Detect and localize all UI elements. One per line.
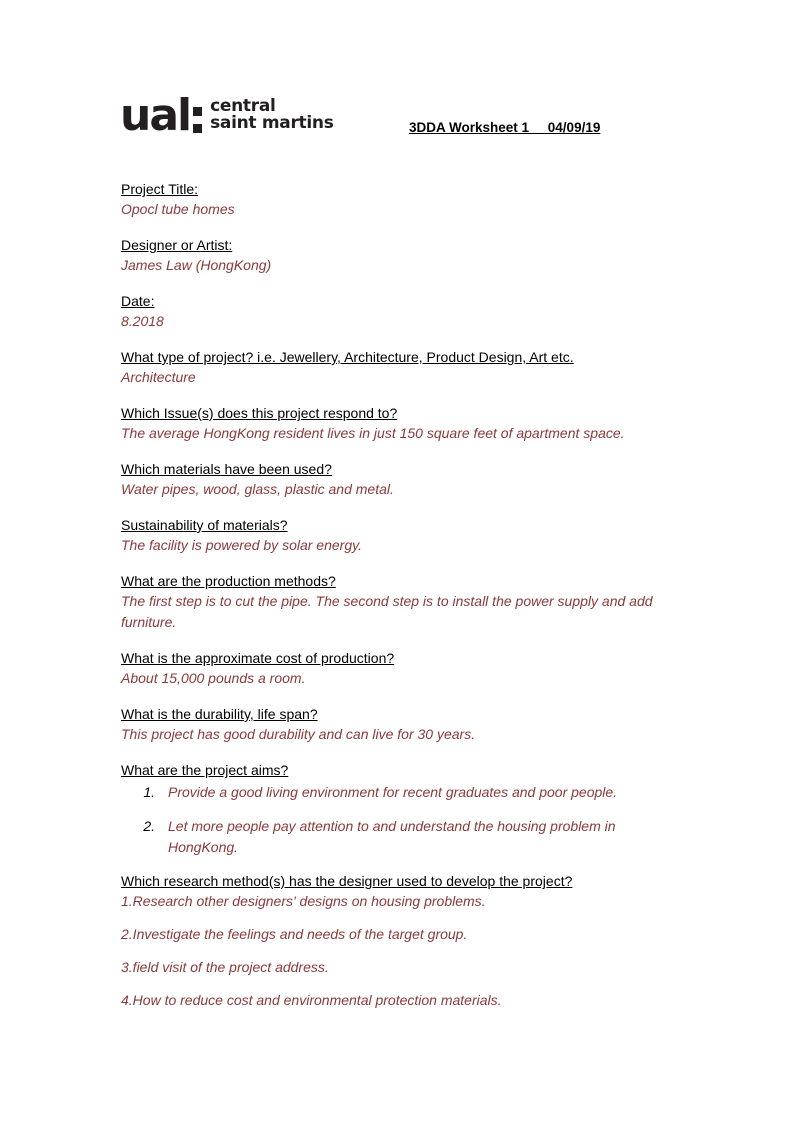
logo-wordmark [210,98,333,132]
aims-list [121,782,681,858]
answer: The facility is powered by solar energy. [121,537,362,553]
question: What are the project aims? [121,762,289,778]
research-item: 4.How to reduce cost and environmental protection materials. [121,992,502,1008]
logo-line-1: central [210,96,276,116]
question: Sustainability of materials? [121,517,288,533]
field-project-type [121,347,681,388]
field-research [121,871,681,1011]
question: Date: [121,293,155,309]
question: What is the durability, life span? [121,706,318,722]
worksheet-title: 3DDA Worksheet 1 04/09/19 [409,120,601,135]
question: Which research method(s) has the designer used to develop the project? [121,873,573,889]
field-project-title [121,179,681,220]
field-durability [121,704,681,745]
answer: 8.2018 [121,313,164,329]
research-item: 3.field visit of the project address. [121,959,329,975]
answer: James Law (HongKong) [121,257,272,273]
answer: The first step is to cut the pipe. The second step is to install the power supply and add furniture. [121,593,653,630]
field-production-methods [121,571,681,633]
list-text: Let more people pay attention to and understand the housing problem in HongKong. [168,818,616,855]
answer: Water pipes, wood, glass, plastic and metal. [121,481,394,497]
logo-ual-text: ual [120,90,191,141]
logo-line-2: saint martins [210,113,334,133]
answer: This project has good durability and can live for 30 years. [121,726,476,742]
research-item: 1.Research other designers' designs on housing problems. [121,893,486,909]
field-designer [121,235,681,276]
field-materials [121,459,681,500]
ual-logo [120,90,334,141]
field-issues [121,403,681,444]
question: What is the approximate cost of production? [121,650,395,666]
answer: The average HongKong resident lives in just 150 square feet of apartment space. [121,425,625,441]
worksheet-body [121,179,681,1026]
field-date [121,291,681,332]
question: Designer or Artist: [121,237,233,253]
question: What type of project? i.e. Jewellery, Architecture, Product Design, Art etc. [121,349,574,365]
question: Which materials have been used? [121,461,332,477]
list-number: 2. [143,818,155,834]
answer: Architecture [121,369,196,385]
list-number: 1. [143,784,155,800]
field-cost [121,648,681,689]
logo-colon-icon [193,107,202,133]
field-sustainability [121,515,681,556]
field-aims [121,760,681,858]
list-item [121,816,681,858]
answer: Opocl tube homes [121,201,235,217]
question: Project Title: [121,181,199,197]
question: Which Issue(s) does this project respond to? [121,405,398,421]
list-item [121,782,681,803]
question: What are the production methods? [121,573,336,589]
research-item: 2.Investigate the feelings and needs of the target group. [121,926,468,942]
list-text: Provide a good living environment for recent graduates and poor people. [168,784,618,800]
answer: About 15,000 pounds a room. [121,670,306,686]
